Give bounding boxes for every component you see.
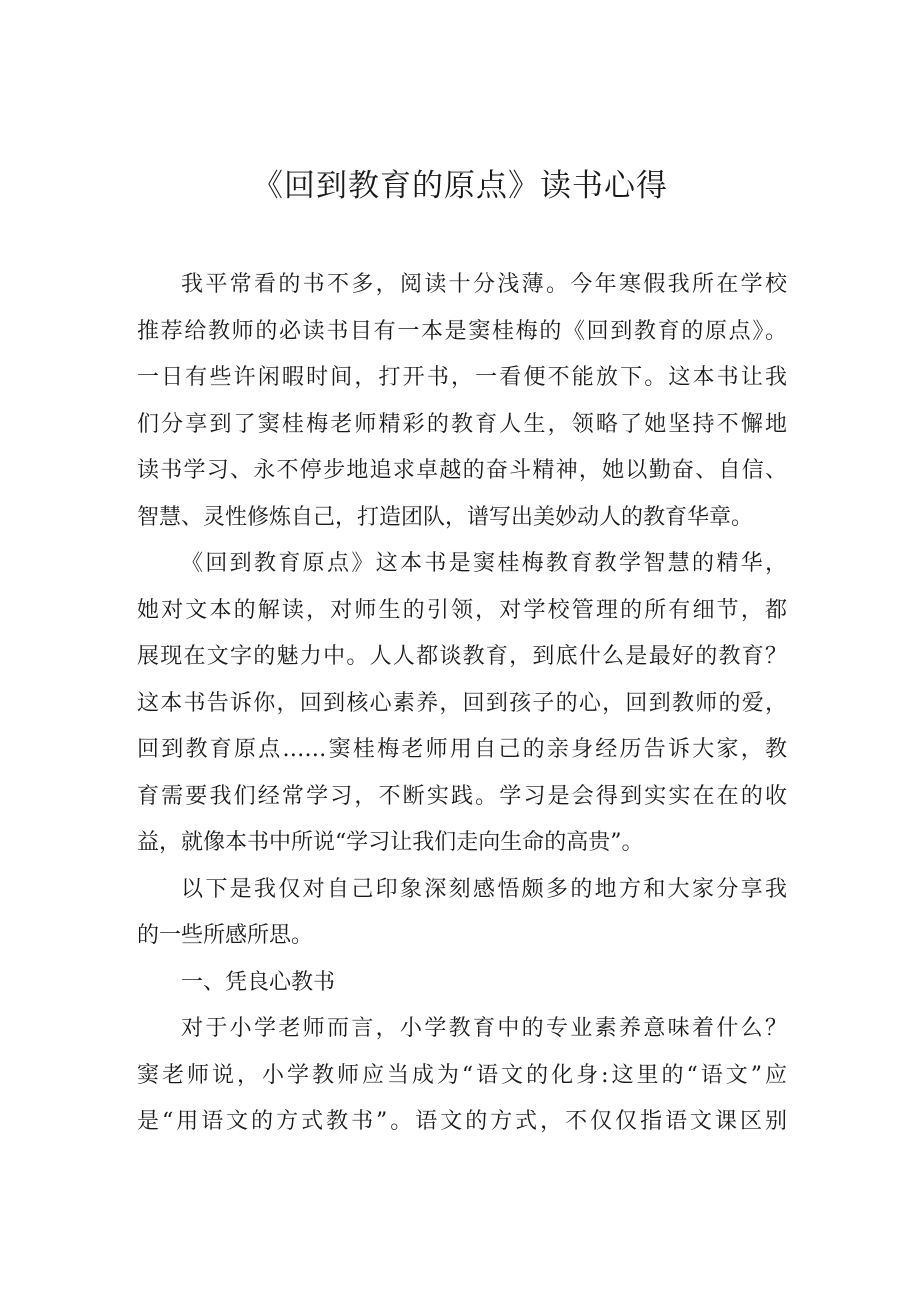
text-line: 对于小学老师而言，小学教育中的专业素养意味着什么？ <box>181 1016 787 1041</box>
document-title: 《回到教育的原点》读书心得 <box>252 168 668 204</box>
text-line: 这本书告诉你，回到核心素养，回到孩子的心，回到教师的爱， <box>137 690 787 716</box>
text-line: 育需要我们经常学习，不断实践。学习是会得到实实在在的收 <box>137 783 787 809</box>
text-line: 读书学习、永不停步地追求卓越的奋斗精神，她以勤奋、自信、 <box>137 458 787 483</box>
text-line: 以下是我仅对自己印象深刻感悟颇多的地方和大家分享我 <box>181 876 787 902</box>
document-body <box>137 262 787 1146</box>
text-line: 们分享到了窦桂梅老师精彩的教育人生，领略了她坚持不懈地 <box>137 411 787 437</box>
text-line: 回到教育原点……窦桂梅老师用自己的亲身经历告诉大家，教 <box>137 737 787 762</box>
text-line: 智慧、灵性修炼自己，打造团队，谱写出美妙动人的教育华章。 <box>137 504 754 530</box>
text-line: 是“用语文的方式教书”。语文的方式，不仅仅指语文课区别 <box>137 1109 787 1134</box>
text-line: 我平常看的书不多，阅读十分浅薄。今年寒假我所在学校 <box>181 272 787 297</box>
text-line: 的一些所感所思。 <box>137 923 314 948</box>
text-line: 一、凭良心教书 <box>181 969 336 995</box>
text-line: 推荐给教师的必读书目有一本是窦桂梅的《回到教育的原点》。 <box>137 318 787 344</box>
text-line: 窦老师说，小学教师应当成为“语文的化身:这里的“语文”应 <box>137 1062 787 1088</box>
text-line: 一日有些许闲暇时间，打开书，一看便不能放下。这本书让我 <box>137 365 787 390</box>
text-line: 益，就像本书中所说“学习让我们走向生命的高贵”。 <box>137 830 644 855</box>
text-line: 《回到教育原点》这本书是窦桂梅教育教学智慧的精华， <box>181 551 787 576</box>
text-line: 她对文本的解读，对师生的引领，对学校管理的所有细节，都 <box>137 597 787 623</box>
text-line: 展现在文字的魅力中。人人都谈教育，到底什么是最好的教育？ <box>137 644 787 669</box>
